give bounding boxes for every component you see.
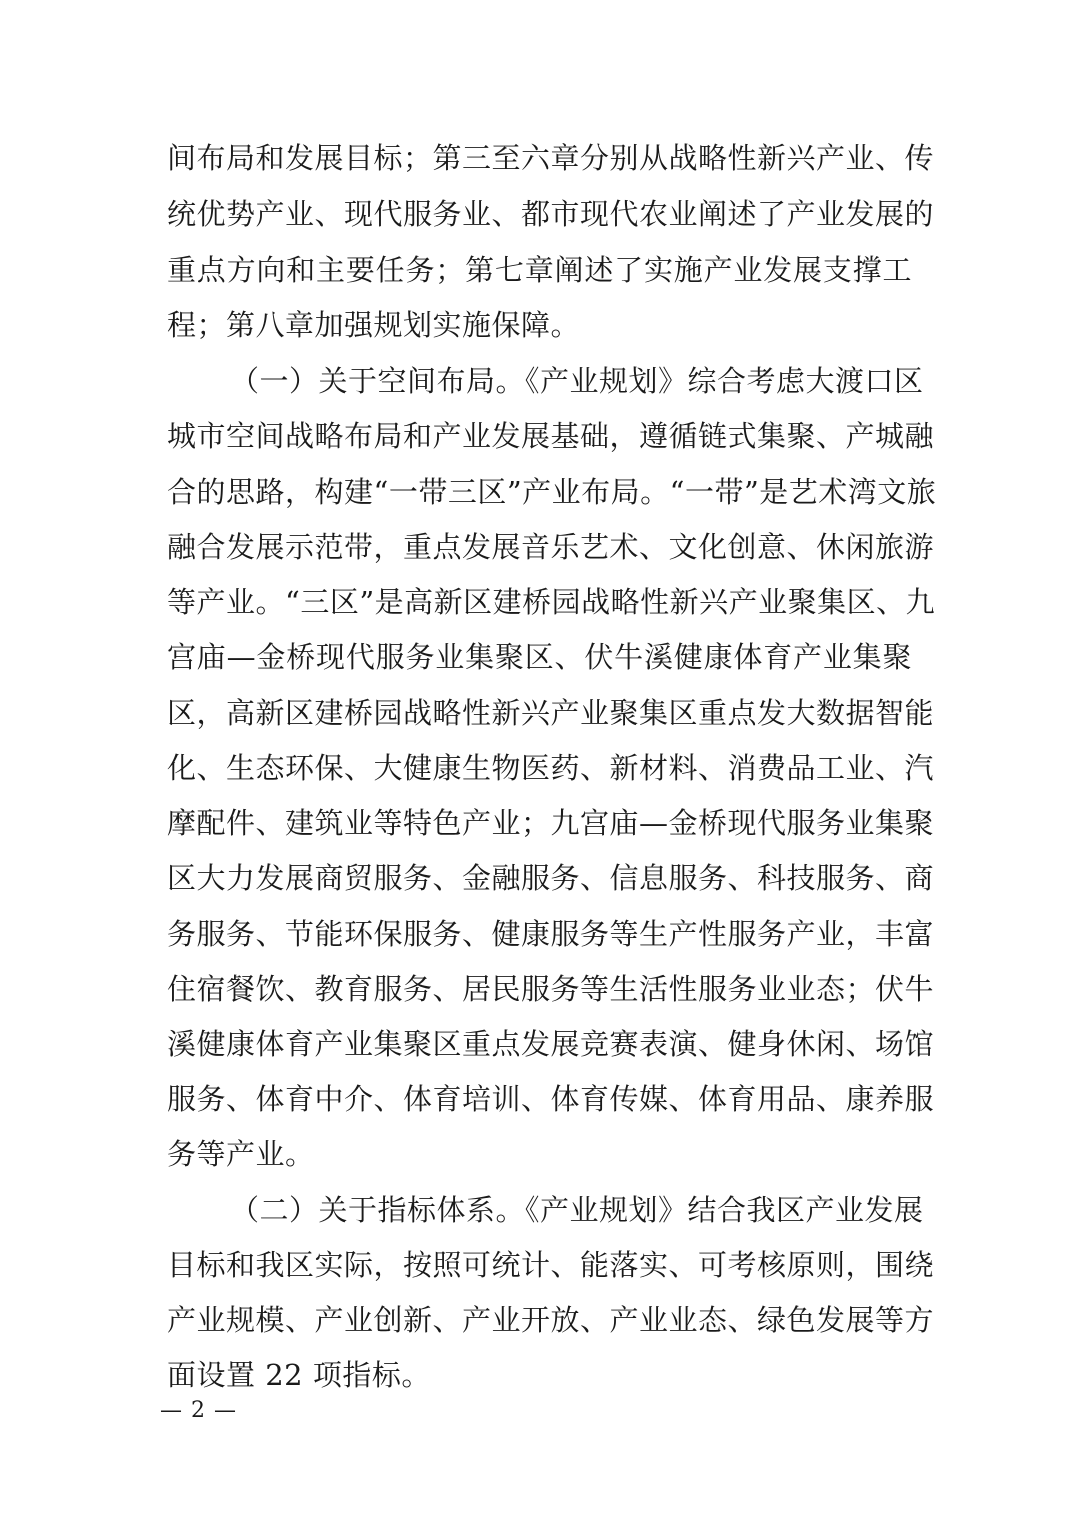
paragraph-line: 区大力发展商贸服务、金融服务、信息服务、科技服务、商 <box>167 861 935 895</box>
paragraph-line: 城市空间战略布局和产业发展基础，遵循链式集聚、产城融 <box>167 419 935 453</box>
paragraph-line: 融合发展示范带，重点发展音乐艺术、文化创意、休闲旅游 <box>167 530 935 564</box>
paragraph-line: 化、生态环保、大健康生物医药、新材料、消费品工业、汽 <box>167 751 935 785</box>
paragraph-line: 面设置 22 项指标。 <box>167 1358 431 1392</box>
paragraph-line: 间布局和发展目标；第三至六章分别从战略性新兴产业、传 <box>167 141 935 175</box>
paragraph-line: 摩配件、建筑业等特色产业；九宫庙—金桥现代服务业集聚 <box>167 806 935 840</box>
page-number: — 2 — <box>160 1398 237 1423</box>
paragraph-line: 产业规模、产业创新、产业开放、产业业态、绿色发展等方 <box>167 1303 935 1337</box>
paragraph-line: 住宿餐饮、教育服务、居民服务等生活性服务业业态；伏牛 <box>167 972 935 1006</box>
paragraph-line: 统优势产业、现代服务业、都市现代农业阐述了产业发展的 <box>167 197 935 231</box>
paragraph-line: 务等产业。 <box>167 1137 315 1171</box>
paragraph-line: 宫庙—金桥现代服务业集聚区、伏牛溪健康体育产业集聚 <box>167 640 912 674</box>
paragraph-line: 区，高新区建桥园战略性新兴产业聚集区重点发大数据智能 <box>167 696 935 730</box>
paragraph-line: 目标和我区实际，按照可统计、能落实、可考核原则，围绕 <box>167 1248 935 1282</box>
paragraph-line: 合的思路，构建“一带三区”产业布局。“一带”是艺术湾文旅 <box>167 475 937 509</box>
paragraph-line: 溪健康体育产业集聚区重点发展竞赛表演、健身休闲、场馆 <box>167 1027 935 1061</box>
paragraph-line: 等产业。“三区”是高新区建桥园战略性新兴产业聚集区、九 <box>167 585 936 619</box>
section-heading-line: （一）关于空间布局。《产业规划》综合考虑大渡口区 <box>230 364 924 398</box>
section-heading-line: （二）关于指标体系。《产业规划》结合我区产业发展 <box>230 1193 924 1227</box>
paragraph-line: 务服务、节能环保服务、健康服务等生产性服务产业，丰富 <box>167 917 935 951</box>
paragraph-line: 程；第八章加强规划实施保障。 <box>167 308 581 342</box>
paragraph-line: 重点方向和主要任务；第七章阐述了实施产业发展支撑工 <box>167 253 912 287</box>
paragraph-line: 服务、体育中介、体育培训、体育传媒、体育用品、康养服 <box>167 1082 935 1116</box>
